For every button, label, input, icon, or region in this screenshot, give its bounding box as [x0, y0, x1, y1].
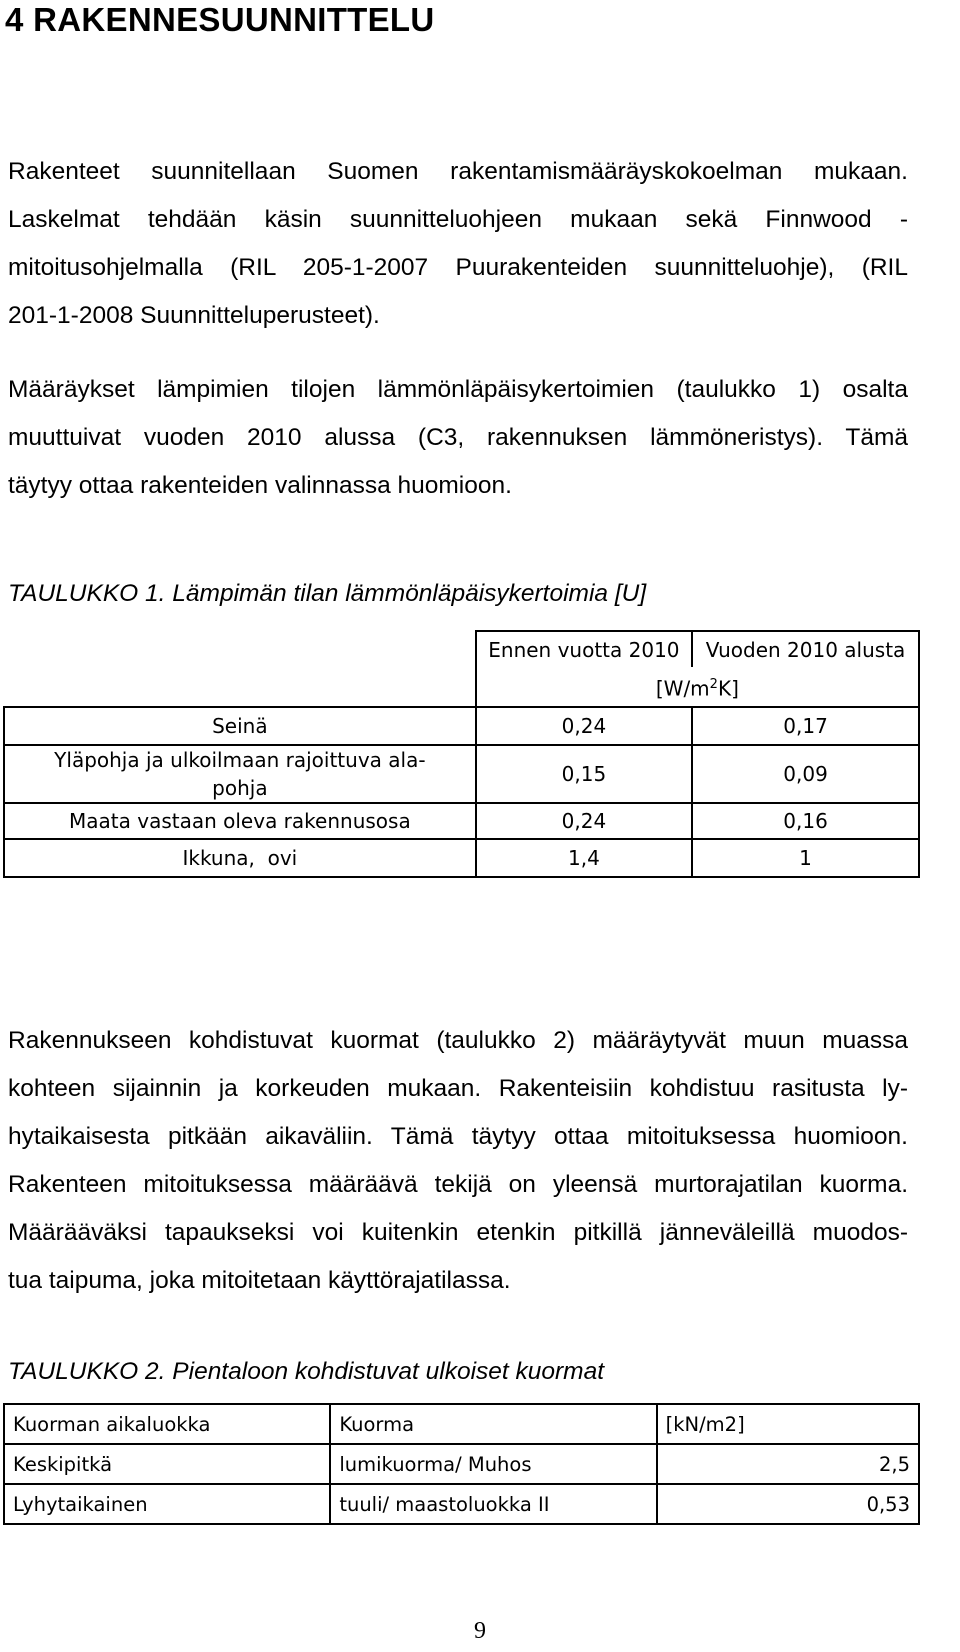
header-cell: [kN/m2] [657, 1404, 919, 1444]
table-row [4, 1484, 919, 1524]
loads-table [3, 1403, 920, 1525]
text-line: Rakenteet suunnitellaan Suomen rakentamismääräyskokoelman mukaan. [8, 158, 908, 185]
text-line: täytyy ottaa rakenteiden valinnassa huomioon. [8, 472, 512, 499]
section-heading: 4 RAKENNESUUNNITTELU [5, 1, 435, 38]
value-after: 1 [692, 839, 919, 877]
u-value-table [3, 630, 920, 878]
paragraph-regulations [8, 366, 908, 510]
value-before: 0,24 [476, 707, 692, 745]
text-line: tua taipuma, joka mitoitetaan käyttörajatilassa. [8, 1267, 511, 1294]
text-line: muuttuivat vuoden 2010 alussa (C3, rakennuksen lämmöneristys). Tämä [8, 424, 908, 451]
table-row [4, 803, 919, 839]
table-row [4, 707, 919, 745]
text-line: kohteen sijainnin ja korkeuden mukaan. Rakenteisiin kohdistuu rasitusta ly- [8, 1075, 908, 1102]
value-after: 0,09 [692, 745, 919, 803]
row-label: Ikkuna, ovi [4, 839, 476, 877]
value-before: 1,4 [476, 839, 692, 877]
table-row [4, 1444, 919, 1484]
value-before: 0,24 [476, 803, 692, 839]
value-cell: 0,53 [657, 1484, 919, 1524]
header-before-2010: Ennen vuotta 2010 [476, 631, 692, 667]
row-label-line2: pohja [212, 776, 268, 800]
text-line: Laskelmat tehdään käsin suunnitteluohjeen mukaan sekä Finnwood - [8, 206, 908, 233]
table-row [4, 839, 919, 877]
header-cell: Kuorman aikaluokka [4, 1404, 330, 1444]
duration-class-cell: Lyhytaikainen [4, 1484, 330, 1524]
header-from-2010: Vuoden 2010 alusta [692, 631, 919, 667]
value-before: 0,15 [476, 745, 692, 803]
page-number: 9 [474, 1618, 486, 1644]
empty-cell [4, 667, 476, 707]
load-cell: tuuli/ maastoluokka II [330, 1484, 656, 1524]
row-label-line1: Yläpohja ja ulkoilmaan rajoittuva ala- [54, 748, 426, 772]
paragraph-loads [8, 1017, 908, 1305]
row-label: Maata vastaan oleva rakennusosa [4, 803, 476, 839]
duration-class-cell: Keskipitkä [4, 1444, 330, 1484]
unit-cell [476, 667, 919, 707]
header-cell: Kuorma [330, 1404, 656, 1444]
empty-cell [4, 631, 476, 667]
row-label: Seinä [4, 707, 476, 745]
table-header-row [4, 631, 919, 667]
unit-prefix: [W/m [655, 676, 710, 701]
text-line: mitoitusohjelmalla (RIL 205-1-2007 Puurakenteiden suunnitteluohje), (RIL [8, 254, 908, 281]
row-label [4, 745, 476, 803]
paragraph-intro [8, 148, 908, 340]
unit-suffix: K] [717, 676, 739, 701]
value-after: 0,17 [692, 707, 919, 745]
value-cell: 2,5 [657, 1444, 919, 1484]
value-after: 0,16 [692, 803, 919, 839]
text-line: hytaikaisesta pitkään aikaväliin. Tämä täytyy ottaa mitoituksessa huomioon. [8, 1123, 908, 1150]
table-header-row [4, 1404, 919, 1444]
load-cell: lumikuorma/ Muhos [330, 1444, 656, 1484]
text-line: Määrääväksi tapaukseksi voi kuitenkin etenkin pitkillä jänneväleillä muodos- [8, 1219, 908, 1246]
table1-caption: TAULUKKO 1. Lämpimän tilan lämmönläpäisykertoimia [U] [8, 580, 647, 607]
text-line: 201-1-2008 Suunnitteluperusteet). [8, 302, 380, 329]
unit-superscript: 2 [709, 676, 718, 692]
text-line: Rakennukseen kohdistuvat kuormat (taulukko 2) määräytyvät muun muassa [8, 1027, 908, 1054]
text-line: Rakenteen mitoituksessa määräävä tekijä on yleensä murtorajatilan kuorma. [8, 1171, 908, 1198]
table-row [4, 745, 919, 803]
text-line: Määräykset lämpimien tilojen lämmönläpäisykertoimien (taulukko 1) osalta [8, 376, 908, 403]
table2-caption: TAULUKKO 2. Pientaloon kohdistuvat ulkoiset kuormat [8, 1358, 605, 1385]
table-unit-row [4, 667, 919, 707]
